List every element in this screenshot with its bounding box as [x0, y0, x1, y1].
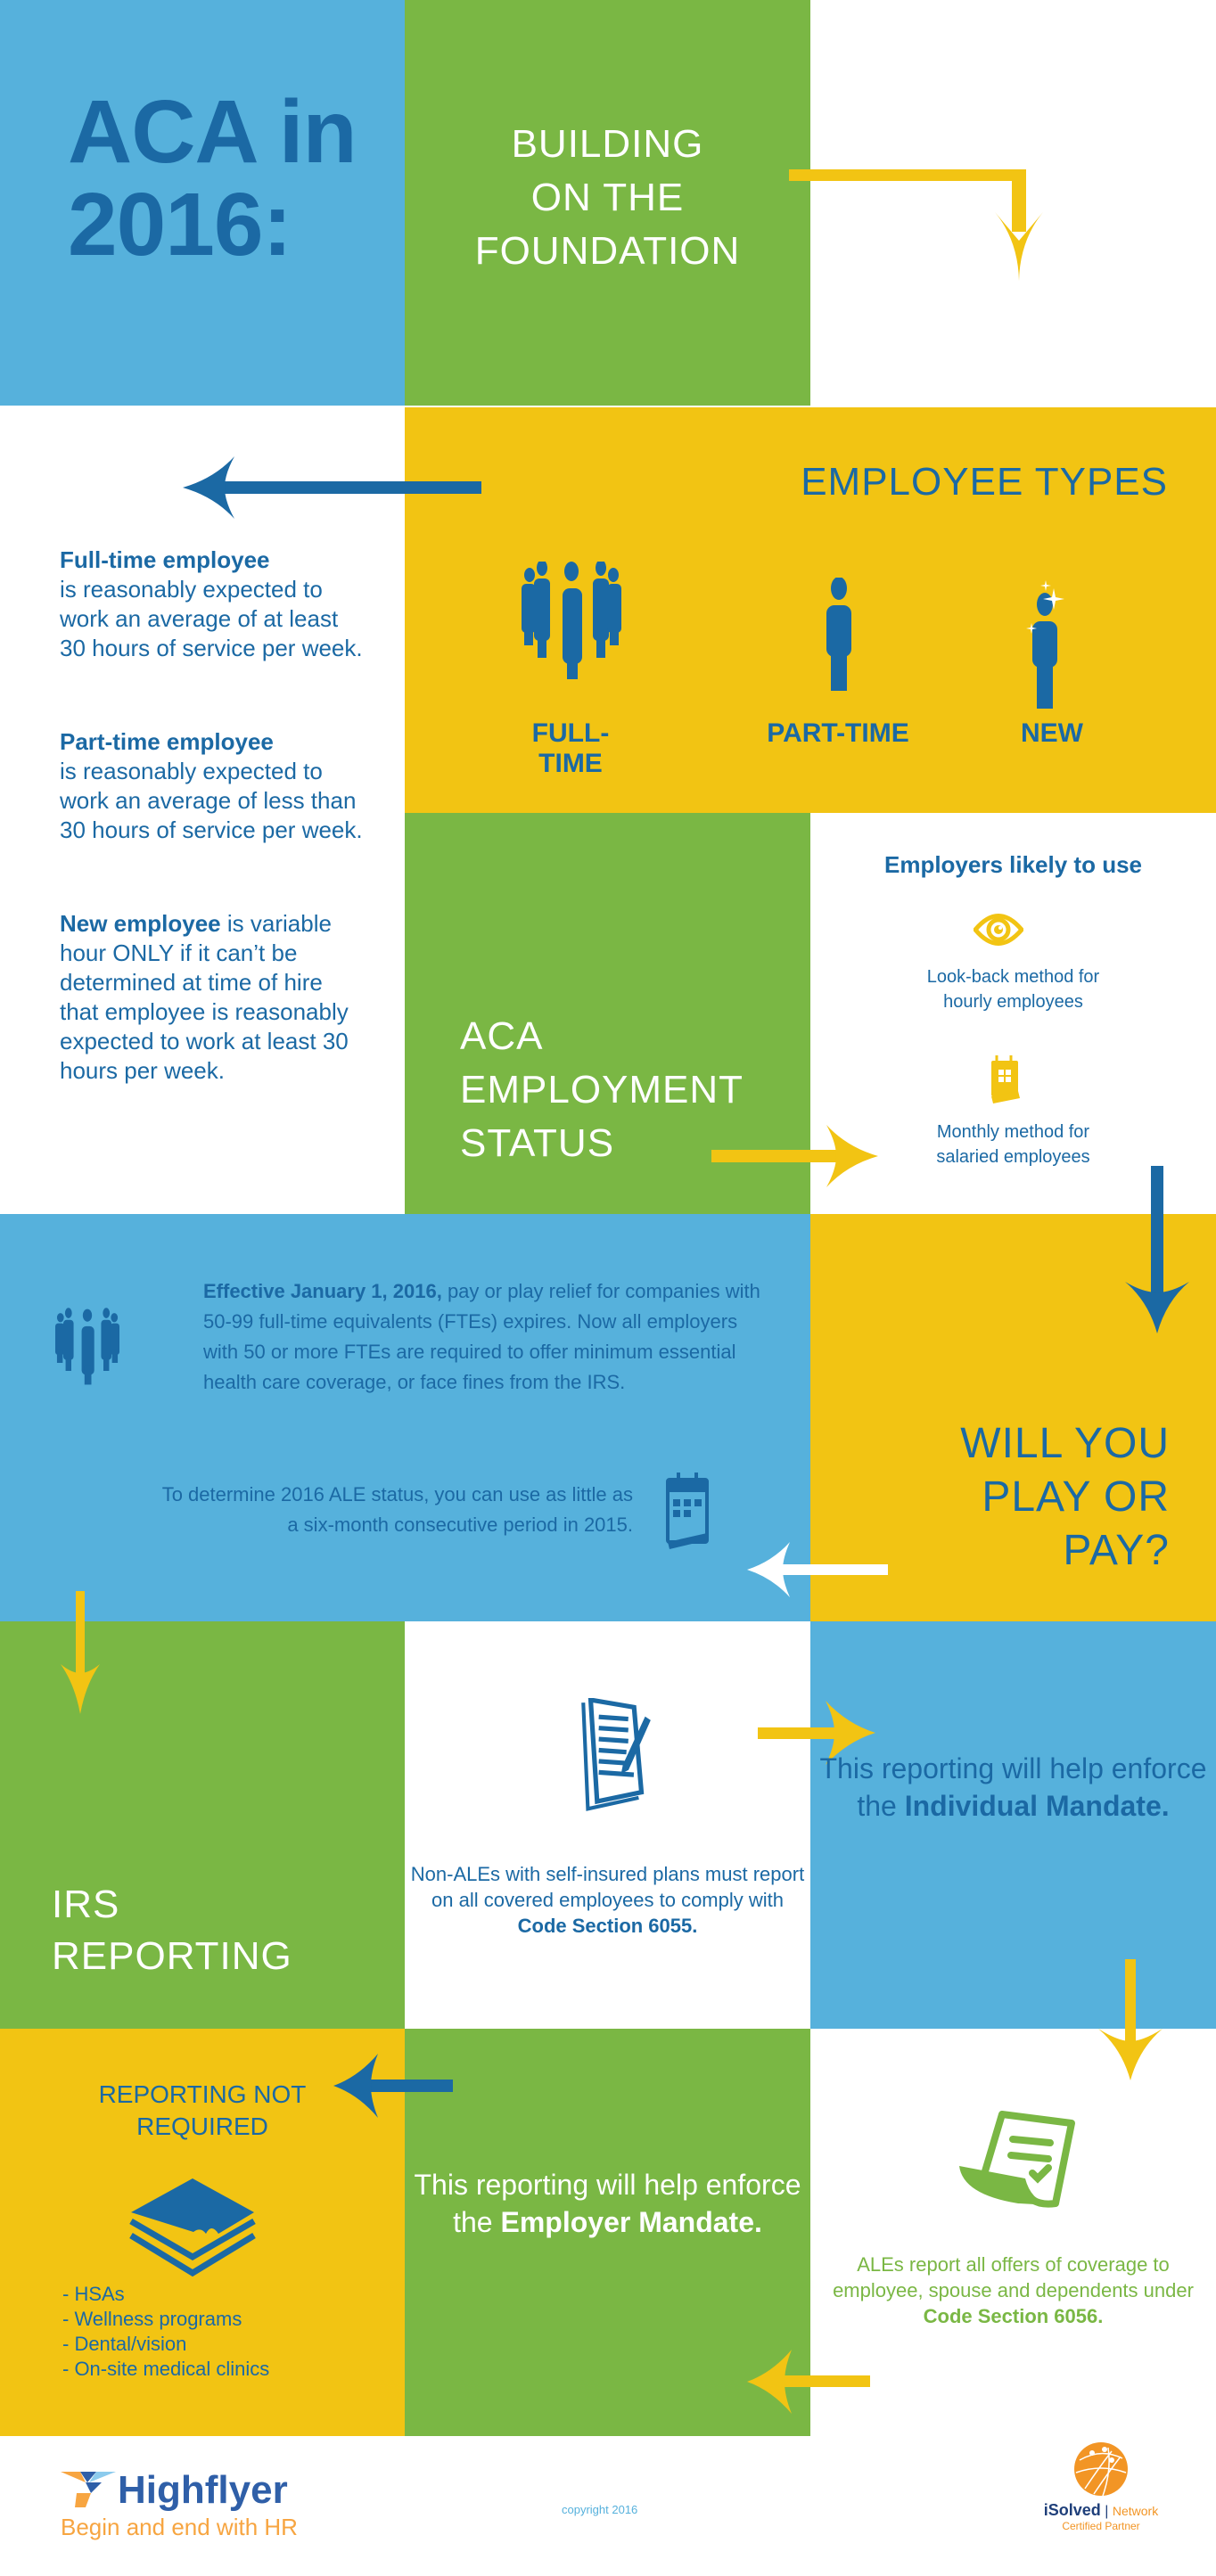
individual-mandate: Individual Mandate. — [904, 1790, 1170, 1822]
ales-text: ALEs report all offers of coverage to employee, spouse and dependents under — [833, 2253, 1194, 2301]
play-pay-line-3: PAY? — [1063, 1527, 1170, 1574]
definition-text: is reasonably expected to work an average of less than 30 hours of service per week. — [60, 758, 363, 843]
effective-paragraph — [203, 1276, 774, 1398]
subtitle-line-3: FOUNDATION — [474, 229, 741, 273]
brand-name: Highflyer — [118, 2468, 288, 2512]
page-title — [68, 82, 357, 275]
employment-status-title — [460, 1010, 744, 1170]
method-line-1: Monthly method for — [936, 1122, 1090, 1142]
sparkling-person-icon — [1025, 579, 1070, 709]
status-title-line-1: ACA — [460, 1014, 544, 1058]
method-look-back — [810, 964, 1216, 1014]
list-item: - Wellness programs — [62, 2308, 242, 2330]
employer-text: This reporting will help enforce the — [414, 2169, 801, 2238]
play-or-pay-title — [960, 1417, 1170, 1578]
ales-paragraph — [810, 2252, 1216, 2329]
definition-text: is variable hour ONLY if it can’t be determined at time of hire that employee is reasonably expected to work at least 30 hours per week. — [60, 910, 349, 1084]
effective-date: Effective January 1, 2016, — [203, 1280, 442, 1302]
copyright: copyright 2016 — [562, 2503, 638, 2516]
method-line-2: hourly employees — [943, 992, 1083, 1012]
isolved-partner-badge[interactable] — [1016, 2441, 1186, 2532]
brand-tagline: Begin and end with HR — [61, 2514, 298, 2540]
list-item: - HSAs — [62, 2283, 125, 2305]
employee-types-heading: EMPLOYEE TYPES — [801, 460, 1168, 504]
eye-icon — [974, 909, 1023, 950]
individual-mandate-paragraph — [810, 1750, 1216, 1825]
irs-title-line-2: REPORTING — [52, 1934, 292, 1978]
employer-mandate-paragraph — [405, 2166, 810, 2241]
non-ale-paragraph — [405, 1861, 810, 1939]
group-of-people-icon — [55, 1304, 119, 1390]
effective-panel — [0, 1214, 810, 1621]
partner-name: iSolved — [1043, 2501, 1101, 2519]
definition-term: Full-time employee — [60, 546, 270, 573]
irs-title-line-1: IRS — [52, 1883, 120, 1926]
subtitle-line-2: ON THE — [530, 176, 685, 219]
globe-network-icon — [1072, 2441, 1130, 2498]
arrow-left-icon — [745, 2350, 870, 2414]
list-item: - On-site medical clinics — [62, 2358, 270, 2380]
group-of-people-icon — [522, 562, 621, 679]
arrow-down-icon — [1098, 1959, 1163, 2084]
employer-mandate: Employer Mandate. — [500, 2206, 762, 2238]
status-title-line-3: STATUS — [460, 1121, 615, 1165]
ale-line-2: a six-month consecutive period in 2015. — [287, 1514, 633, 1536]
page-subtitle — [405, 118, 810, 278]
layers-icon — [129, 2177, 256, 2280]
type-label-new: NEW — [1021, 718, 1083, 748]
play-pay-line-1: WILL YOU — [960, 1420, 1170, 1467]
method-line-1: Look-back method for — [926, 967, 1100, 987]
method-monthly — [810, 1120, 1216, 1169]
partner-divider: | — [1105, 2504, 1109, 2519]
arrow-left-icon — [745, 1542, 888, 1597]
title-line-1: ACA in — [68, 82, 357, 182]
method-line-2: salaried employees — [936, 1147, 1090, 1167]
highflyer-logo[interactable] — [61, 2469, 298, 2542]
arrow-down-icon — [61, 1591, 100, 1716]
ales-panel — [810, 2029, 1216, 2436]
ale-line-1: To determine 2016 ALE status, you can use as little as — [161, 1483, 633, 1505]
definition-term: New employee — [60, 910, 221, 937]
definition-part-time — [60, 727, 363, 845]
arrow-left-icon — [332, 2054, 456, 2118]
single-person-icon — [826, 578, 852, 692]
effective-text: pay or play relief for companies with 50-99 full-time equivalents (FTEs) expires. Now all employers with 50 or more FTEs are required to offer minimum essential health care coverage, or face fines from the IRS. — [203, 1280, 760, 1393]
list-item: - Dental/vision — [62, 2333, 187, 2355]
type-label-full-time: FULL-TIME — [531, 718, 610, 778]
code-section-6056: Code Section 6056. — [923, 2305, 1104, 2327]
non-ale-text: Non-ALEs with self-insured plans must report on all covered employees to comply with — [410, 1863, 805, 1911]
likely-heading: Employers likely to use — [883, 851, 1142, 878]
rnr-line-2: REQUIRED — [136, 2112, 268, 2140]
ale-status-paragraph — [36, 1480, 633, 1540]
arrow-down-icon — [1125, 1166, 1189, 1335]
definition-new — [60, 909, 363, 1086]
reporting-not-required-list — [62, 2282, 269, 2382]
calendar-icon — [990, 1054, 1022, 1103]
definition-full-time — [60, 546, 363, 663]
elbow-arrow-down-icon — [785, 169, 1052, 285]
rnr-line-1: REPORTING NOT — [98, 2080, 307, 2108]
highflyer-logo-icon — [61, 2470, 118, 2511]
definition-term: Part-time employee — [60, 728, 274, 755]
partner-certification: Certified Partner — [1062, 2520, 1140, 2532]
calendar-icon — [666, 1471, 709, 1551]
title-line-2: 2016: — [68, 175, 292, 275]
arrow-left-icon — [178, 456, 481, 521]
subtitle-line-1: BUILDING — [511, 122, 704, 166]
document-pen-icon — [551, 1698, 680, 1827]
definition-text: is reasonably expected to work an average of at least 30 hours of service per week. — [60, 576, 363, 661]
play-pay-line-2: PLAY OR — [982, 1473, 1170, 1521]
document-checkmark-icon — [957, 2111, 1079, 2209]
code-section-6055: Code Section 6055. — [517, 1915, 698, 1937]
type-label-part-time: PART-TIME — [767, 718, 909, 748]
irs-reporting-title — [52, 1879, 292, 1982]
status-title-line-2: EMPLOYMENT — [460, 1068, 744, 1112]
individual-text: This reporting will help enforce the — [819, 1752, 1207, 1822]
partner-network: Network — [1112, 2504, 1159, 2518]
